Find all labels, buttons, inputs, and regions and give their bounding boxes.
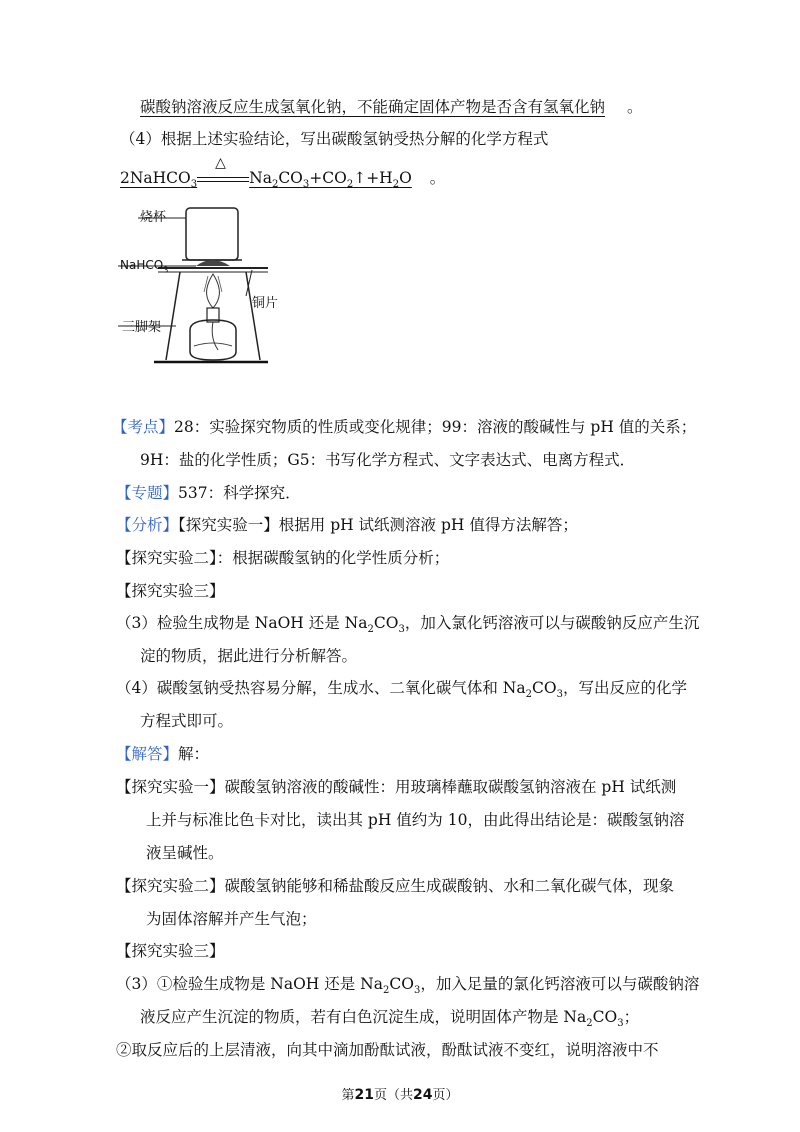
apparatus-diagram [118,200,298,375]
question-4-line [120,128,564,150]
tripod-leg [246,272,260,360]
zhuanti-line: 【专题】537：科学探究． [116,484,301,502]
answer-text: 碳酸钠溶液反应生成氢氧化钠，不能确定固体产物是否含有氢氧化钠 [140,98,606,116]
label-copper: 铜片 [252,296,279,311]
apparatus-figure [118,200,298,375]
solution-3-line-1: （3）①检验生成物是 NaOH 还是 $Na_2CO_3$，加入足量的氯化钙溶液可以与碳酸钠溶 [116,975,700,997]
solution-3-line-3: ②取反应后的上层清液，向其中滴加酚酞试液，酚酞试液不变红，说明溶液中不 [116,1041,659,1059]
kaodian-line-1: 【考点】28：实验探究物质的性质或变化规律；99：溶液的酸碱性与 pH 值的关系； [112,418,697,436]
nahco3-pile [196,260,230,266]
fenxi-line-1: 【分析】【探究实验一】根据用 pH 试纸测溶液 pH 值得方法解答； [116,516,578,534]
question-text: （4）根据上述实验结论，写出碳酸氢钠受热分解的化学方程式 [120,130,549,148]
solution-1-line-2: 上并与标准比色卡对比，读出其 pH 值约为 10，由此得出结论是：碳酸氢钠溶 [146,811,685,829]
page-number: 21 [354,1087,374,1103]
fenxi-line-2: 【探究实验二】：根据碳酸氢钠的化学性质分析； [116,549,450,567]
page-footer: 第21页（共24页） [341,1087,459,1103]
label-tripod: 三脚架 [122,320,162,335]
solution-3-heading: 【探究实验三】 [116,942,225,960]
fenxi-tag: 【分析】 [116,516,179,534]
label-nahco3: NaHCO$_3$ [120,258,169,275]
zhuanti-tag: 【专题】 [116,484,179,502]
fenxi-line-3: 【探究实验三】 [116,582,225,600]
heat-equals-sign [197,155,249,187]
jieda-tag: 【解答】 [116,745,179,763]
solution-1-line-1: 【探究实验一】碳酸氢钠溶液的酸碱性：用玻璃棒蘸取碳酸氢钠溶液在 pH 试纸测 [116,778,677,796]
tripod-leg [166,272,180,360]
chemical-equation: 2NaHCO$_3$ △ $Na_2CO_3+CO_2↑+H_2O$ 。 [120,155,446,191]
fenxi-line-4: （3）检验生成物是 NaOH 还是 $Na_2CO_3$，加入氯化钙溶液可以与碳酸钠反应产生沉 [116,614,700,636]
fenxi-line-5: 淀的物质，据此进行分析解答。 [140,647,358,665]
beaker-shape [186,208,238,260]
solution-3-line-2: 液反应产生沉淀的物质，若有白色沉淀生成，说明固体产物是 $Na_2CO_3$； [140,1008,640,1030]
delta-symbol: △ [215,155,226,171]
period: 。 [627,98,643,116]
total-pages: 24 [413,1087,433,1103]
solution-2-line-2: 为固体溶解并产生气泡； [146,910,317,928]
kaodian-tag: 【考点】 [112,418,175,436]
solution-2-line-1: 【探究实验二】碳酸氢钠能够和稀盐酸反应生成碳酸钠、水和二氧化碳气体，现象 [116,877,675,895]
label-beaker: 烧杯 [140,210,167,225]
fenxi-line-6: （4）碳酸氢钠受热容易分解，生成水、二氧化碳气体和 $Na_2CO_3$，写出反应的化学 [116,679,687,701]
answer-line-1 [140,96,643,118]
jieda-line: 【解答】解： [116,745,210,763]
fenxi-line-7: 方程式即可。 [140,712,234,730]
solution-1-line-3: 液呈碱性。 [146,844,224,862]
kaodian-line-2: 9H：盐的化学性质；G5：书写化学方程式、文字表达式、电离方程式． [140,451,636,469]
flame [207,274,220,308]
